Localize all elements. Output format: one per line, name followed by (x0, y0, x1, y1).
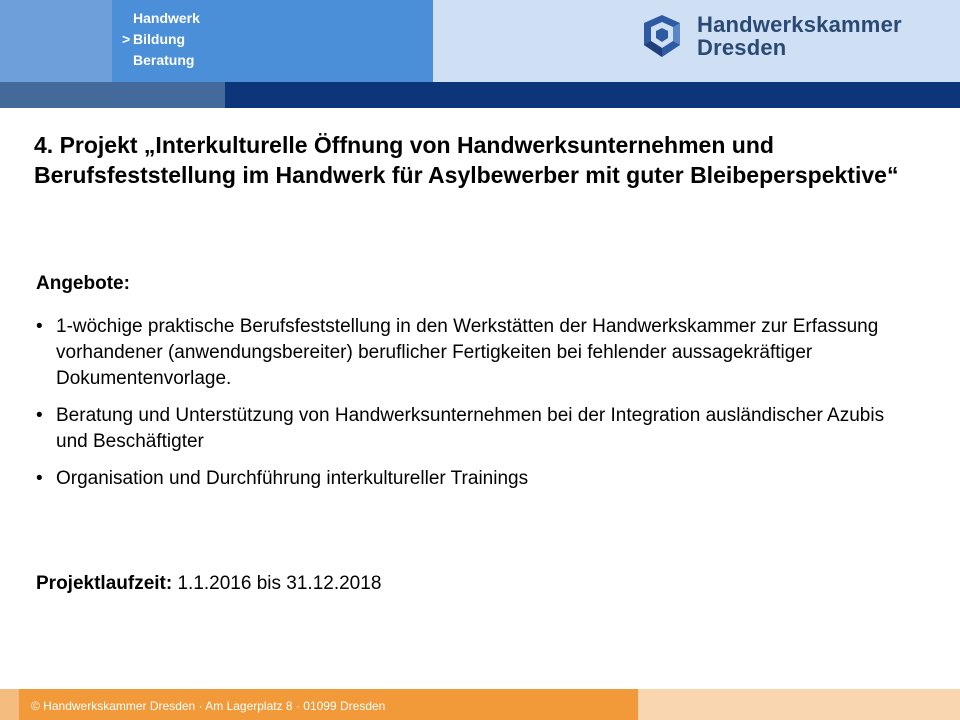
offers-heading: Angebote: (36, 273, 130, 294)
slide-title: 4. Projekt „Interkulturelle Öffnung von Handwerksunternehmen und Berufsfeststellung im Handwerk für Asylbewerber mit guter Bleibeperspektive“ (34, 132, 899, 188)
logo-wordmark (697, 13, 902, 59)
bullet-icon: • (36, 316, 43, 337)
list-item (36, 314, 916, 392)
header-nav (122, 9, 200, 72)
bullet-icon: • (36, 405, 43, 426)
nav-item-beratung[interactable] (122, 51, 200, 72)
nav-item-bildung[interactable] (122, 30, 200, 51)
footer-right-block (638, 689, 960, 720)
header-band-left (0, 82, 225, 108)
logo-line-1: Handwerkskammer (697, 12, 902, 37)
list-item-text: Beratung und Unterstützung von Handwerksunternehmen bei der Integration ausländischer Azubis und Beschäftigter (56, 405, 885, 452)
nav-item-handwerk[interactable] (122, 9, 200, 30)
runtime-label: Projektlaufzeit: (36, 573, 173, 594)
list-item (36, 403, 916, 455)
list-item (36, 466, 916, 492)
list-item-text: 1-wöchige praktische Berufsfeststellung in den Werkstätten der Handwerkskammer zur Erfassung vorhandener (anwendungsbereiter) beruflicher Fertigkeiten bei fehlender aussagekräftiger Dokumentenvorlage. (56, 316, 879, 389)
project-runtime (36, 573, 381, 595)
nav-item-label: Beratung (133, 52, 195, 68)
header-band (225, 82, 960, 108)
footer-text: © Handwerkskammer Dresden · Am Lagerplatz 8 · 01099 Dresden (31, 699, 386, 713)
bullet-icon: • (36, 468, 43, 489)
nav-item-label: Bildung (133, 31, 186, 47)
list-item-text: Organisation und Durchführung interkultureller Trainings (56, 468, 529, 489)
runtime-value: 1.1.2016 bis 31.12.2018 (177, 573, 382, 594)
nav-item-label: Handwerk (133, 10, 200, 26)
footer-left-block (0, 689, 19, 720)
hwk-logo-icon (640, 14, 684, 58)
chevron-right-icon: > (122, 31, 131, 47)
offers-list (36, 314, 916, 503)
logo-line-2: Dresden (697, 35, 787, 60)
header-left-block (0, 0, 112, 82)
